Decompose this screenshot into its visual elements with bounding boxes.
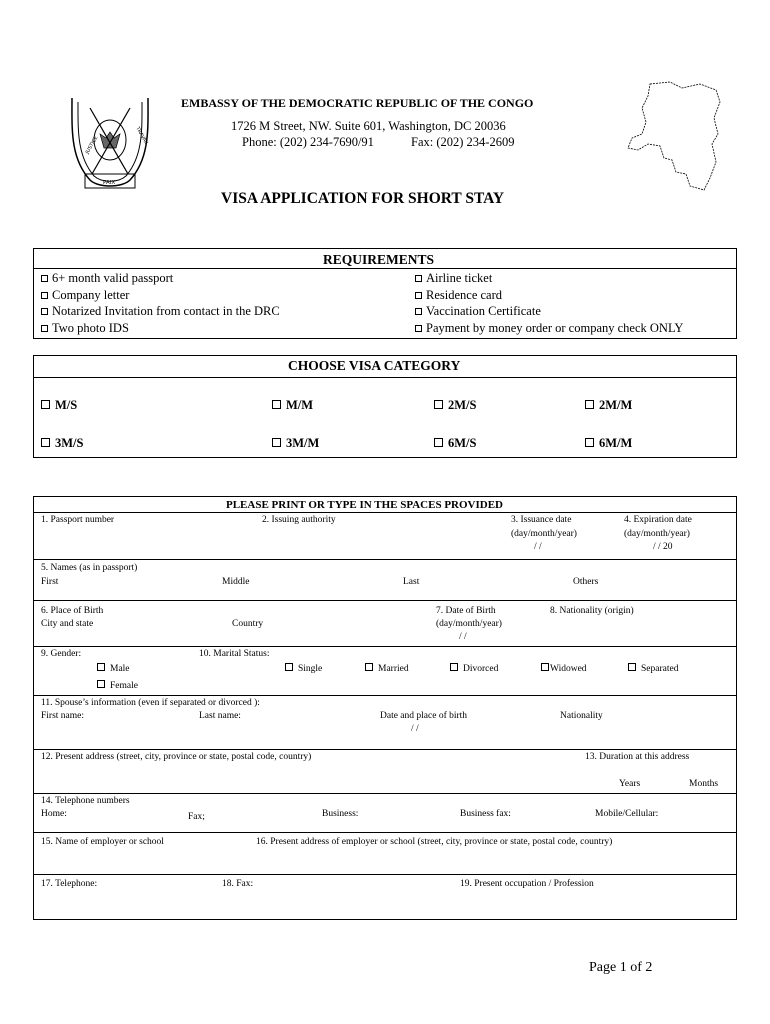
spouse-birth-field[interactable]: Date and place of birth xyxy=(380,711,468,721)
seal-right-text: TRAVAIL xyxy=(134,126,150,147)
checkbox[interactable] xyxy=(450,663,458,671)
spouse-info-label: 11. Spouse’s information (even if separated or divorced ): xyxy=(41,698,260,708)
mobile-phone-field[interactable]: Mobile/Cellular: xyxy=(595,809,659,819)
checkbox[interactable] xyxy=(434,400,443,409)
employer-fax-field[interactable]: 18. Fax: xyxy=(222,879,254,889)
marital-widowed-option[interactable]: Widowed xyxy=(541,663,587,674)
expiration-date-input[interactable]: / / 20 xyxy=(653,542,673,552)
visa-option-6mm[interactable]: 6M/M xyxy=(585,436,632,451)
visa-option-ms[interactable]: M/S xyxy=(41,398,77,413)
business-fax-field[interactable]: Business fax: xyxy=(460,809,511,819)
page-number: Page 1 of 2 xyxy=(589,960,653,975)
checkbox[interactable] xyxy=(41,400,50,409)
seal-left-text: JUSTICE xyxy=(84,135,100,155)
requirement-item[interactable]: Airline ticket xyxy=(415,270,683,287)
requirements-heading: REQUIREMENTS xyxy=(323,252,435,267)
visa-category-heading: CHOOSE VISA CATEGORY xyxy=(288,358,461,373)
checkbox[interactable] xyxy=(41,275,48,282)
issuance-date-label: 3. Issuance date xyxy=(511,515,572,525)
form-heading: PLEASE PRINT OR TYPE IN THE SPACES PROVIDED xyxy=(226,499,503,511)
marital-separated-option[interactable]: Separated xyxy=(628,663,678,674)
requirements-left xyxy=(41,270,280,336)
checkbox[interactable] xyxy=(415,325,422,332)
checkbox[interactable] xyxy=(415,308,422,315)
visa-option-2mm[interactable]: 2M/M xyxy=(585,398,632,413)
date-of-birth-label: 7. Date of Birth xyxy=(436,606,496,616)
checkbox[interactable] xyxy=(97,663,105,671)
requirement-item[interactable]: Notarized Invitation from contact in the DRC xyxy=(41,303,280,320)
issuing-authority-label: 2. Issuing authority xyxy=(262,515,336,525)
requirement-item[interactable]: Vaccination Certificate xyxy=(415,303,683,320)
gender-label: 9. Gender: xyxy=(41,649,82,659)
spouse-first-name-field[interactable]: First name: xyxy=(41,711,85,721)
embassy-address: 1726 M Street, NW. Suite 601, Washington, DC 20036 xyxy=(231,119,506,133)
coat-of-arms-seal xyxy=(60,88,160,200)
marital-married-option[interactable]: Married xyxy=(365,663,409,674)
nationality-origin-field[interactable]: 8. Nationality (origin) xyxy=(550,606,634,616)
gender-female-option[interactable]: Female xyxy=(97,680,138,691)
present-address-field[interactable]: 12. Present address (street, city, province or state, postal code, country) xyxy=(41,752,312,762)
issuance-date-format: (day/month/year) xyxy=(511,529,577,539)
marital-status-label: 10. Marital Status: xyxy=(199,649,270,659)
checkbox[interactable] xyxy=(365,663,373,671)
checkbox[interactable] xyxy=(41,325,48,332)
fax-field[interactable]: Fax; xyxy=(188,812,205,822)
marital-divorced-option[interactable]: Divorced xyxy=(450,663,498,674)
names-label: 5. Names (as in passport) xyxy=(41,563,138,573)
page-title: VISA APPLICATION FOR SHORT STAY xyxy=(221,190,505,207)
visa-option-6ms[interactable]: 6M/S xyxy=(434,436,476,451)
spouse-last-name-field[interactable]: Last name: xyxy=(199,711,241,721)
embassy-fax: Fax: (202) 234-2609 xyxy=(411,135,515,149)
checkbox[interactable] xyxy=(272,400,281,409)
home-phone-field[interactable]: Home: xyxy=(41,809,67,819)
embassy-name: EMBASSY OF THE DEMOCRATIC REPUBLIC OF THE CONGO xyxy=(181,96,534,110)
drc-map-outline xyxy=(620,78,730,196)
checkbox[interactable] xyxy=(585,400,594,409)
checkbox[interactable] xyxy=(415,275,422,282)
checkbox[interactable] xyxy=(41,438,50,447)
date-of-birth-format: (day/month/year) xyxy=(436,619,502,629)
other-names-field[interactable]: Others xyxy=(573,577,599,587)
duration-months-field[interactable]: Months xyxy=(689,779,719,789)
checkbox[interactable] xyxy=(41,292,48,299)
requirement-item[interactable]: Two photo IDS xyxy=(41,320,280,337)
visa-option-2ms[interactable]: 2M/S xyxy=(434,398,476,413)
requirement-item[interactable]: Residence card xyxy=(415,287,683,304)
telephone-numbers-label: 14. Telephone numbers xyxy=(41,796,130,806)
duration-years-field[interactable]: Years xyxy=(619,779,641,789)
occupation-field[interactable]: 19. Present occupation / Profession xyxy=(460,879,594,889)
visa-option-3ms[interactable]: 3M/S xyxy=(41,436,83,451)
employer-telephone-field[interactable]: 17. Telephone: xyxy=(41,879,98,889)
spouse-birth-date-input[interactable]: / / xyxy=(411,724,419,734)
requirement-item[interactable]: 6+ month valid passport xyxy=(41,270,280,287)
issuance-date-input[interactable]: / / xyxy=(534,542,542,552)
employer-address-field[interactable]: 16. Present address of employer or school (street, city, province or state, postal code, country) xyxy=(256,837,613,847)
seal-banner: PAIX xyxy=(103,180,116,186)
checkbox[interactable] xyxy=(434,438,443,447)
city-state-field[interactable]: City and state xyxy=(41,619,94,629)
last-name-field[interactable]: Last xyxy=(403,577,420,587)
country-field[interactable]: Country xyxy=(232,619,264,629)
checkbox[interactable] xyxy=(415,292,422,299)
employer-name-field[interactable]: 15. Name of employer or school xyxy=(41,837,164,847)
checkbox[interactable] xyxy=(285,663,293,671)
checkbox[interactable] xyxy=(97,680,105,688)
place-of-birth-label: 6. Place of Birth xyxy=(41,606,104,616)
checkbox[interactable] xyxy=(541,663,549,671)
expiration-date-format: (day/month/year) xyxy=(624,529,690,539)
checkbox[interactable] xyxy=(628,663,636,671)
embassy-phone: Phone: (202) 234-7690/91 xyxy=(242,135,374,149)
requirement-item[interactable]: Payment by money order or company check ONLY xyxy=(415,320,683,337)
middle-name-field[interactable]: Middle xyxy=(222,577,250,587)
gender-male-option[interactable]: Male xyxy=(97,663,130,674)
checkbox[interactable] xyxy=(41,308,48,315)
spouse-nationality-field[interactable]: Nationality xyxy=(560,711,603,721)
first-name-field[interactable]: First xyxy=(41,577,59,587)
requirements-right xyxy=(415,270,683,336)
checkbox[interactable] xyxy=(272,438,281,447)
duration-label: 13. Duration at this address xyxy=(585,752,690,762)
visa-option-mm[interactable]: M/M xyxy=(272,398,313,413)
expiration-date-label: 4. Expiration date xyxy=(624,515,692,525)
passport-number-label: 1. Passport number xyxy=(41,515,115,525)
visa-option-3mm[interactable]: 3M/M xyxy=(272,436,319,451)
date-of-birth-input[interactable]: / / xyxy=(459,632,467,642)
requirement-item[interactable]: Company letter xyxy=(41,287,280,304)
marital-single-option[interactable]: Single xyxy=(285,663,322,674)
checkbox[interactable] xyxy=(585,438,594,447)
business-phone-field[interactable]: Business: xyxy=(322,809,359,819)
